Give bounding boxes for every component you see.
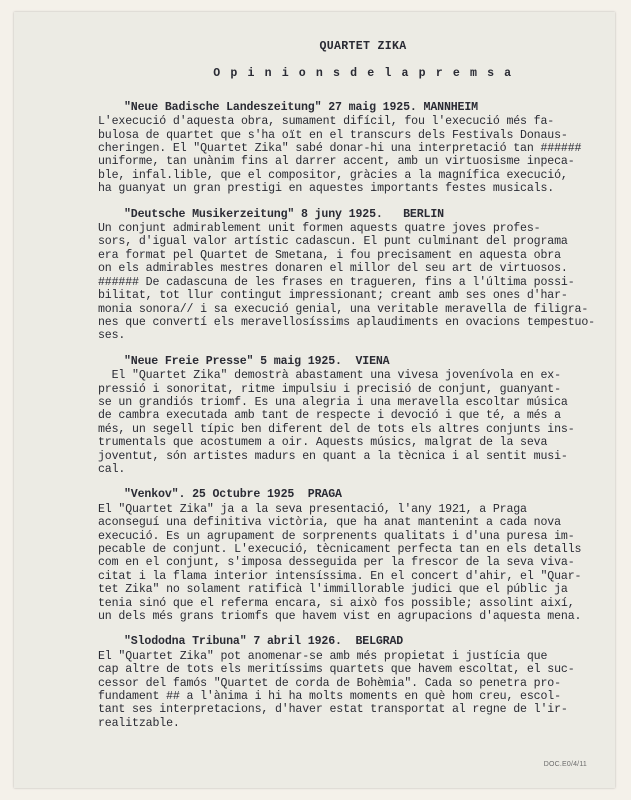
review-text-line: com en el conjunt, s'imposa desseguida per la frescor de la seva viva- — [98, 556, 575, 570]
press-review-heading: "Slododna Tribuna" 7 abril 1926. BELGRAD — [124, 635, 404, 649]
review-text-line: de cambra executada amb tant de respecte i devoció i que té, a més a — [98, 409, 561, 423]
review-text-line: tenia sinó que el referma encara, si això fos possible; assolint així, — [98, 596, 575, 610]
review-text-line: trumentals que acostumem a oir. Aquests músics, malgrat de la seva — [98, 436, 548, 450]
review-text-line: cal. — [98, 462, 126, 476]
press-review-section — [98, 488, 608, 623]
review-text-line: bulosa de quartet que s'ha oït en el transcurs dels Festivals Donaus- — [98, 128, 568, 142]
review-text-line: El "Quartet Zika" pot anomenar-se amb més propietat i justícia que — [98, 649, 548, 663]
review-text-line: El "Quartet Zika" demostrà abastament una vivesa jovenívola en ex- — [98, 369, 561, 383]
review-text-line: ses. — [98, 329, 126, 343]
review-text-line: L'execució d'aquesta obra, sumament difícil, fou l'execució més fa- — [98, 115, 555, 129]
document-subtitle: O p i n i o n s d e l a p r e m s a — [213, 67, 513, 81]
review-text-line: uniforme, tan unànim fins al darrer accent, amb un virtuosisme inpeca- — [98, 155, 575, 169]
review-text-line: cheringen. El "Quartet Zika" sabé donar-hi una interpretació tan ###### — [98, 142, 582, 156]
review-text-line: monia sonora// i sa execució genial, una veritable meravella de filigra- — [98, 302, 589, 316]
review-text-line: execució. Es un agrupament de sorprenents qualitats i d'una puresa im- — [98, 529, 575, 543]
press-review-heading: "Deutsche Musikerzeitung" 8 juny 1925. BERLIN — [124, 207, 444, 221]
review-text-line: pecable de conjunt. L'execució, tècnicament perfecta tan en els detalls — [98, 543, 582, 556]
review-text-line: ble, infal.lible, que el compositor, gràcies a la magnífica execució, — [98, 168, 568, 182]
review-text-line: El "Quartet Zika" ja a la seva presentació, l'any 1921, a Praga — [98, 502, 527, 516]
review-text-line: cap altre de tots els meritíssims quartets que havem escoltat, el suc- — [98, 663, 575, 677]
press-review-section — [98, 355, 608, 477]
review-text-line: aconseguí una definitiva victòria, que ha anat mantenint a cada nova — [98, 516, 561, 530]
review-text-line: bilitat, tot llur contingut impressionant; creant amb ses ones d'har- — [98, 289, 568, 303]
archive-reference: DOC.E0/4/11 — [543, 761, 587, 768]
review-text-line: ha guanyat un gran prestigi en aquestes importants festes musicals. — [98, 182, 555, 196]
review-text-line: realitzable. — [98, 716, 180, 730]
review-text-line: fundament ## a l'ànima i hi ha molts moments en què hom creu, escol- — [98, 690, 561, 704]
review-text-line: un dels més grans triomfs que havem vist en agrupacions d'aquesta mena. — [98, 610, 582, 624]
review-text-line: se un grandiós triomf. Es una alegria i una meravella escoltar música — [98, 395, 568, 409]
review-text-line: Un conjunt admirablement unit formen aquests quatre joves profes- — [98, 222, 541, 236]
review-text-line: tet Zika" no solament ratificà l'immillorable judici que el públic ja — [98, 583, 568, 597]
review-text-line: tant ses interpretacions, d'haver estat transportat al regne de l'ir- — [98, 703, 568, 717]
document-title: QUARTET ZIKA — [319, 40, 407, 53]
review-text-line: joventut, són artistes madurs en quant a la tècnica i al sentit musi- — [98, 449, 568, 463]
paper-sheet — [14, 12, 615, 788]
press-review-heading: "Neue Badische Landeszeitung" 27 maig 1925. MANNHEIM — [124, 100, 478, 114]
review-text-line: cessor del famós "Quartet de corda de Bohèmia". Cada so penetra pro- — [98, 676, 561, 690]
review-text-line: més, un segell típic ben diferent del de tots els altres conjunts ins- — [98, 422, 575, 436]
review-text-line: citat i la flama interior intensíssima. En el concert d'ahir, el "Quar- — [98, 569, 582, 583]
press-review-heading: "Venkov". 25 Octubre 1925 PRAGA — [124, 488, 342, 502]
review-text-line: sors, d'igual valor artístic cadascun. El punt culminant del programa — [98, 235, 568, 249]
press-review-section — [98, 101, 608, 196]
review-text-line: on els admirables mestres donaren el millor del seu art de virtuosos. — [98, 262, 568, 276]
typewritten-document — [98, 40, 608, 742]
press-opinions — [98, 101, 608, 730]
review-text-line: ###### De cadascuna de les frases en tragueren, fins a l'última possi- — [98, 275, 575, 289]
press-review-heading: "Neue Freie Presse" 5 maig 1925. VIENA — [124, 354, 390, 368]
review-text-line: era format pel Quartet de Smetana, i fou precisament en aquesta obra — [98, 248, 561, 262]
review-text-line: nes que convertí els meravellosíssims aplaudiments en ovacions tempestuo- — [98, 315, 595, 329]
review-text-line: pressió i sonoritat, ritme impulsiu i precisió de conjunt, guanyant- — [98, 382, 561, 396]
press-review-section — [98, 635, 608, 730]
press-review-section — [98, 208, 608, 343]
